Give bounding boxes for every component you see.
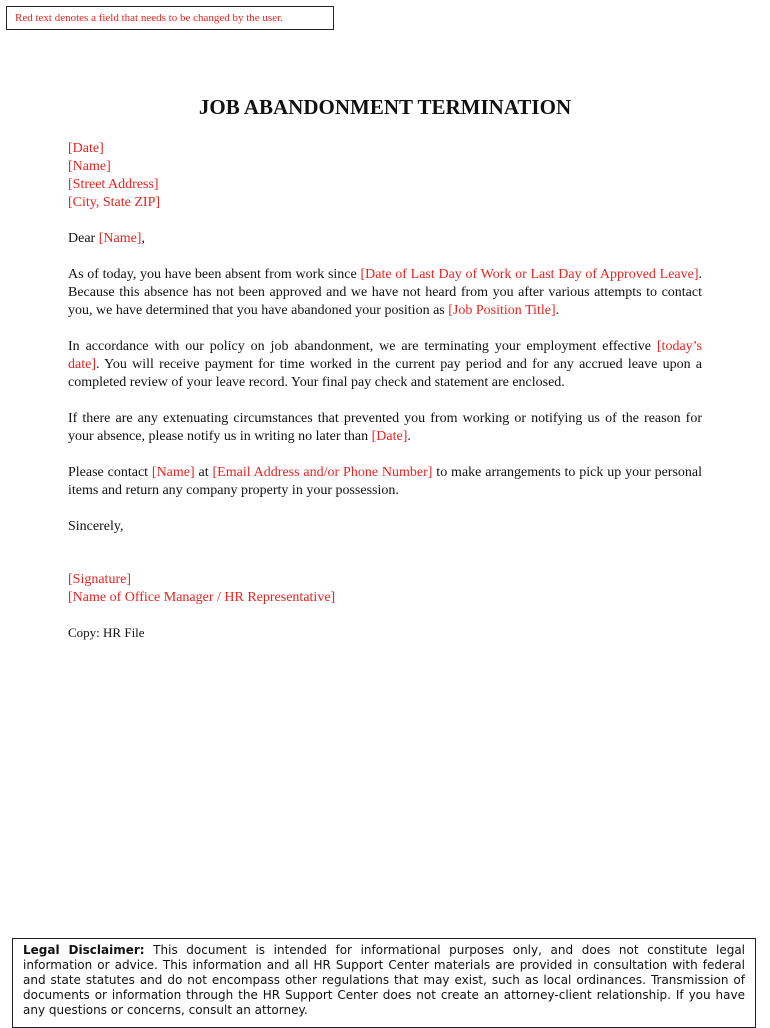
copy-line: Copy: HR File (68, 625, 145, 640)
paragraph-absence (68, 266, 702, 320)
signer-name-field: [Name of Office Manager / HR Representative] (68, 590, 336, 605)
p3-date-field: [Date] (371, 429, 408, 444)
paragraph-extenuating (68, 410, 702, 446)
document-title: JOB ABANDONMENT TERMINATION (198, 95, 572, 119)
p4-text-2: at (194, 465, 213, 480)
address-date-field: [Date] (68, 141, 104, 156)
p1-last-day-field: [Date of Last Day of Work or Last Day of Approved Leave] (360, 267, 699, 282)
p3-text-1: If there are any extenuating circumstances that prevented you from working or notifying us of the reason for your absence, please notify us in writing no later than (68, 411, 702, 444)
salutation-suffix: , (141, 231, 145, 246)
signature-field: [Signature] (68, 572, 131, 587)
salutation-name-field: [Name] (98, 231, 142, 246)
salutation-prefix: Dear (68, 231, 99, 246)
p2-today-date-field: [today’s date] (68, 339, 702, 372)
letter-body (68, 140, 702, 642)
p2-text-1: In accordance with our policy on job abandonment, we are terminating your employment effective (68, 339, 657, 354)
p4-text-1: Please contact (68, 465, 152, 480)
p4-text-3: to make arrangements to pick up your personal items and return any company property in your possession. (68, 465, 703, 498)
p3-text-2: . (407, 429, 411, 444)
signature-block (68, 571, 702, 607)
p1-text-1: As of today, you have been absent from work since (68, 267, 361, 282)
recipient-address (68, 140, 702, 212)
paragraph-contact (68, 464, 702, 500)
address-name-field: [Name] (68, 159, 111, 174)
disclaimer-label: Legal Disclaimer: (23, 943, 145, 957)
closing: Sincerely, (68, 519, 124, 534)
p4-name-field: [Name] (151, 465, 195, 480)
p1-text-3: . (555, 303, 560, 318)
disclaimer-text: This document is intended for informational purposes only, and does not constitute legal information or advice. This information and all HR Support Center materials are provided in consultation with federal and state statutes and do not encompass other regulations that may exist, such as local ordinances. Transmission of documents or information through the HR Support Center does not create an attorney-client relationship. If you have any questions or concerns, consult an attorney. (23, 943, 746, 1017)
p1-text-2: . Because this absence has not been approved and we have not heard from you after various attempts to contact you, we have determined that you have abandoned your position as (68, 267, 702, 318)
paragraph-termination (68, 338, 702, 392)
legal-disclaimer (12, 938, 756, 1028)
p1-job-title-field: [Job Position Title] (448, 303, 556, 318)
address-city-field: [City, State ZIP] (68, 195, 161, 210)
p2-text-2: . You will receive payment for time worked in the current pay period and for any accrued leave upon a completed review of your leave record. Your final pay check and statement are enclosed. (68, 357, 702, 390)
salutation (68, 230, 702, 248)
instruction-note: Red text denotes a field that needs to be changed by the user. (6, 6, 334, 30)
address-street-field: [Street Address] (68, 177, 159, 192)
p4-contact-field: [Email Address and/or Phone Number] (212, 465, 433, 480)
